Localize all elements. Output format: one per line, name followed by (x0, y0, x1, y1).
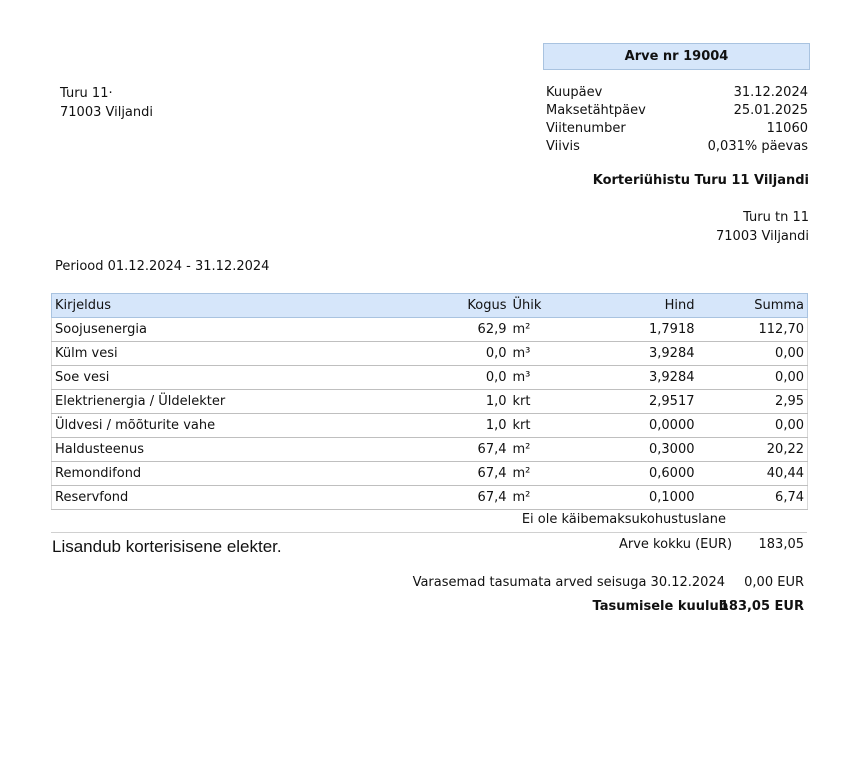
cell-price: 0,3000 (580, 438, 698, 462)
amount-due-value: 183,05 EUR (719, 599, 804, 614)
meta-label: Kuupäev (546, 85, 603, 100)
table-row (52, 462, 808, 486)
issuer-line-2: 71003 Viljandi (716, 229, 809, 244)
cell-quantity: 67,4 (412, 462, 510, 486)
issuer-name: Korteriühistu Turu 11 Viljandi (592, 173, 809, 188)
meta-value: 0,031% päevas (707, 139, 808, 154)
invoice-title: Arve nr 19004 (543, 43, 810, 70)
table-row (52, 438, 808, 462)
cell-price: 0,0000 (580, 414, 698, 438)
cell-unit: krt (510, 414, 580, 438)
invoice-meta (546, 84, 808, 156)
cell-description: Remondifond (52, 462, 412, 486)
cell-unit: m³ (510, 342, 580, 366)
meta-row-date (546, 84, 808, 102)
table-row (52, 414, 808, 438)
meta-value: 31.12.2024 (733, 85, 808, 100)
cell-unit: m² (510, 438, 580, 462)
meta-value: 11060 (766, 121, 808, 136)
cell-quantity: 62,9 (412, 318, 510, 342)
meta-label: Viitenumber (546, 121, 626, 136)
header-price: Hind (580, 294, 698, 318)
cell-sum: 6,74 (698, 486, 808, 510)
total-value: 183,05 (758, 537, 804, 552)
meta-label: Maksetähtpäev (546, 103, 646, 118)
cell-unit: m² (510, 462, 580, 486)
cell-sum: 40,44 (698, 462, 808, 486)
meta-row-reference (546, 120, 808, 138)
issuer-address (716, 208, 809, 246)
cell-description: Külm vesi (52, 342, 412, 366)
cell-quantity: 1,0 (412, 414, 510, 438)
billing-period: Periood 01.12.2024 - 31.12.2024 (55, 259, 270, 274)
cell-price: 3,9284 (580, 342, 698, 366)
cell-description: Elektrienergia / Üldelekter (52, 390, 412, 414)
cell-quantity: 67,4 (412, 486, 510, 510)
vat-note: Ei ole käibemaksukohustuslane (521, 512, 726, 527)
amount-due-label: Tasumisele kuulub (592, 599, 728, 614)
meta-row-due-date (546, 102, 808, 120)
cell-sum: 0,00 (698, 342, 808, 366)
table-row (52, 342, 808, 366)
cell-price: 0,6000 (580, 462, 698, 486)
cell-sum: 112,70 (698, 318, 808, 342)
recipient-address (60, 84, 153, 122)
cell-unit: m² (510, 486, 580, 510)
issuer-line-1: Turu tn 11 (743, 210, 809, 225)
header-description: Kirjeldus (52, 294, 412, 318)
cell-price: 3,9284 (580, 366, 698, 390)
table-row (52, 366, 808, 390)
previous-unpaid-value: 0,00 EUR (744, 575, 804, 590)
table-row (52, 486, 808, 510)
cell-description: Reservfond (52, 486, 412, 510)
invoice-items-table (51, 293, 808, 510)
table-row (52, 390, 808, 414)
cell-description: Üldvesi / mõõturite vahe (52, 414, 412, 438)
cell-description: Soojusenergia (52, 318, 412, 342)
cell-quantity: 0,0 (412, 342, 510, 366)
header-quantity: Kogus (412, 294, 510, 318)
meta-label: Viivis (546, 139, 580, 154)
cell-sum: 0,00 (698, 366, 808, 390)
table-header-row (52, 294, 808, 318)
cell-sum: 0,00 (698, 414, 808, 438)
cell-quantity: 1,0 (412, 390, 510, 414)
extra-note: Lisandub korterisisene elekter. (52, 537, 282, 556)
header-sum: Summa (698, 294, 808, 318)
cell-unit: krt (510, 390, 580, 414)
cell-quantity: 0,0 (412, 366, 510, 390)
divider (51, 532, 807, 533)
meta-value: 25.01.2025 (733, 103, 808, 118)
total-label: Arve kokku (EUR) (619, 537, 733, 552)
cell-price: 0,1000 (580, 486, 698, 510)
cell-sum: 20,22 (698, 438, 808, 462)
meta-row-penalty (546, 138, 808, 156)
cell-price: 2,9517 (580, 390, 698, 414)
table-row (52, 318, 808, 342)
cell-description: Haldusteenus (52, 438, 412, 462)
cell-price: 1,7918 (580, 318, 698, 342)
cell-unit: m³ (510, 366, 580, 390)
cell-quantity: 67,4 (412, 438, 510, 462)
recipient-line-2: 71003 Viljandi (60, 105, 153, 120)
cell-sum: 2,95 (698, 390, 808, 414)
recipient-line-1: Turu 11· (60, 86, 113, 101)
previous-unpaid-label: Varasemad tasumata arved seisuga 30.12.2024 (412, 575, 725, 590)
header-unit: Ühik (510, 294, 580, 318)
cell-description: Soe vesi (52, 366, 412, 390)
cell-unit: m² (510, 318, 580, 342)
